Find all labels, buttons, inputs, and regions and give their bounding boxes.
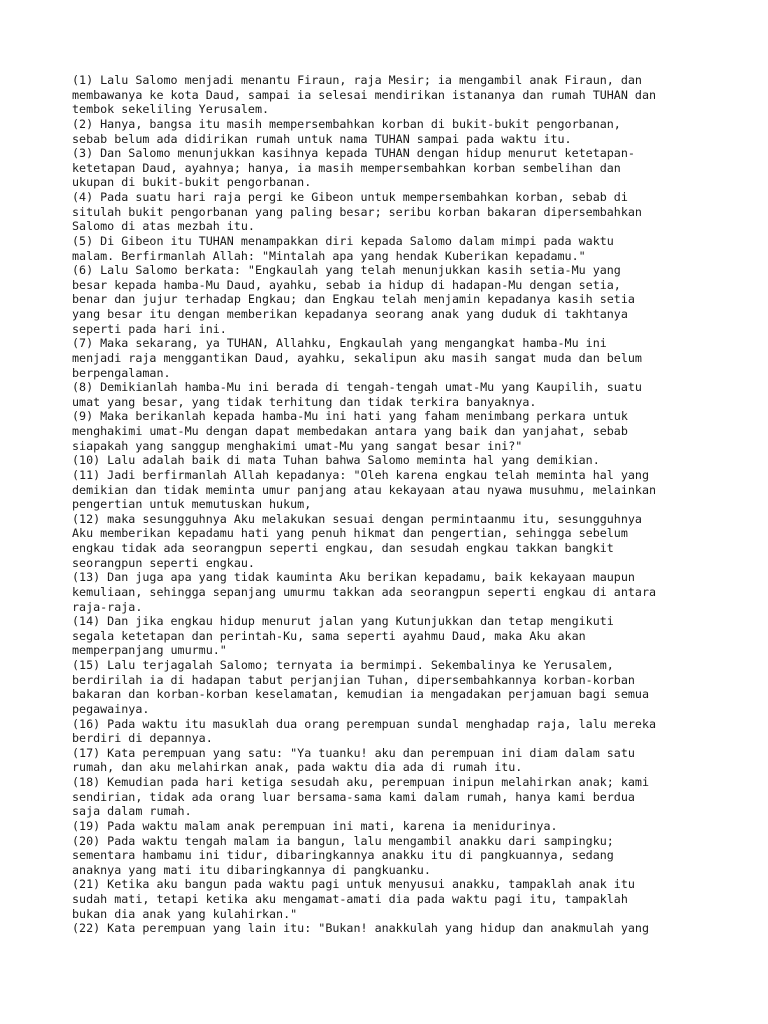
text-line: (1) Lalu Salomo menjadi menantu Firaun, raja Mesir; ia mengambil anak Firaun, dan <box>72 73 642 87</box>
text-line: (13) Dan juga apa yang tidak kauminta Aku berikan kepadamu, baik kekayaan maupun <box>72 570 635 585</box>
text-line: demikian dan tidak meminta umur panjang atau kekayaan atau nyawa musuhmu, melainkan <box>72 482 657 497</box>
text-line: besar kepada hamba-Mu Daud, ayahku, sebab ia hidup di hadapan-Mu dengan setia, <box>72 277 621 292</box>
text-line: (22) Kata perempuan yang lain itu: "Bukan! anakkulah yang hidup dan anakmulah yang <box>72 921 649 936</box>
text-line: bakaran dan korban-korban keselamatan, kemudian ia mengadakan perjamuan bagi semua <box>72 687 649 702</box>
text-line: (20) Pada waktu tengah malam ia bangun, lalu mengambil anakku dari sampingku; <box>72 833 614 848</box>
text-line: pengertian untuk memutuskan hukum, <box>72 497 312 512</box>
text-line: Salomo di atas mezbah itu. <box>72 219 255 234</box>
text-line: (12) maka sesungguhnya Aku melakukan sesuai dengan permintaanmu itu, sesungguhnya <box>72 511 642 526</box>
text-line: tembok sekeliling Yerusalem. <box>72 102 270 117</box>
text-line: situlah bukit pengorbanan yang paling besar; seribu korban bakaran dipersembahkan <box>72 204 642 219</box>
document-page <box>72 73 712 936</box>
text-line: membawanya ke kota Daud, sampai ia selesai mendirikan istananya dan rumah TUHAN dan <box>72 87 657 102</box>
text-line: sudah mati, tetapi ketika aku mengamat-amati dia pada waktu pagi itu, tampaklah <box>72 892 628 906</box>
text-line: sendirian, tidak ada orang luar bersama-sama kami dalam rumah, hanya kami berdua <box>72 789 635 804</box>
text-line: umat yang besar, yang tidak terhitung dan tidak terkira banyaknya. <box>72 394 537 409</box>
text-line: (10) Lalu adalah baik di mata Tuhan bahwa Salomo meminta hal yang demikian. <box>72 453 600 468</box>
text-line: pegawainya. <box>72 701 150 716</box>
text-line: sebab belum ada didirikan rumah untuk nama TUHAN sampai pada waktu itu. <box>72 131 572 146</box>
text-line: anaknya yang mati itu dibaringkannya di pangkuanku. <box>72 862 431 877</box>
text-line: ketetapan Daud, ayahnya; hanya, ia masih mempersembahkan korban sembelihan dan <box>72 160 621 175</box>
text-line: (4) Pada suatu hari raja pergi ke Gibeon untuk mempersembahkan korban, sebab di <box>72 190 628 204</box>
text-line: (16) Pada waktu itu masuklah dua orang perempuan sundal menghadap raja, lalu mereka <box>72 716 657 731</box>
text-line: (17) Kata perempuan yang satu: "Ya tuanku! aku dan perempuan ini diam dalam satu <box>72 745 635 760</box>
text-line: (3) Dan Salomo menunjukkan kasihnya kepada TUHAN dengan hidup menurut ketetapan- <box>72 146 635 161</box>
text-line: (5) Di Gibeon itu TUHAN menampakkan diri kepada Salomo dalam mimpi pada waktu <box>72 233 614 248</box>
text-line: segala ketetapan dan perintah-Ku, sama seperti ayahmu Daud, maka Aku akan <box>72 628 586 643</box>
text-line: (19) Pada waktu malam anak perempuan ini mati, karena ia menidurinya. <box>72 818 558 833</box>
text-line: menghakimi umat-Mu dengan dapat membedakan antara yang baik dan yanjahat, sebab <box>72 424 628 438</box>
text-line: kemuliaan, sehingga sepanjang umurmu takkan ada seorangpun seperti engkau di antara <box>72 584 657 599</box>
text-line: malam. Berfirmanlah Allah: "Mintalah apa yang hendak Kuberikan kepadamu." <box>72 248 586 263</box>
text-line: ukupan di bukit-bukit pengorbanan. <box>72 175 312 190</box>
text-line: (18) Kemudian pada hari ketiga sesudah aku, perempuan inipun melahirkan anak; kami <box>72 775 649 789</box>
text-line: (21) Ketika aku bangun pada waktu pagi untuk menyusui anakku, tampaklah anak itu <box>72 877 635 892</box>
text-line: (9) Maka berikanlah kepada hamba-Mu ini hati yang faham menimbang perkara untuk <box>72 409 628 424</box>
text-line: (8) Demikianlah hamba-Mu ini berada di tengah-tengah umat-Mu yang Kaupilih, suatu <box>72 380 642 395</box>
text-line: (2) Hanya, bangsa itu masih mempersembahkan korban di bukit-bukit pengorbanan, <box>72 116 621 131</box>
text-line: saja dalam rumah. <box>72 804 192 819</box>
text-line: berdirilah ia di hadapan tabut perjanjian Tuhan, dipersembahkannya korban-korban <box>72 672 635 687</box>
text-line: seorangpun seperti engkau. <box>72 555 255 570</box>
text-line: siapakah yang sanggup menghakimi umat-Mu yang sangat besar ini?" <box>72 438 523 453</box>
text-line: (7) Maka sekarang, ya TUHAN, Allahku, Engkaulah yang mengangkat hamba-Mu ini <box>72 336 607 351</box>
text-line: berpengalaman. <box>72 365 171 380</box>
text-line: menjadi raja menggantikan Daud, ayahku, sekalipun aku masih sangat muda dan belum <box>72 350 642 365</box>
text-line: benar dan jujur terhadap Engkau; dan Engkau telah menjamin kepadanya kasih setia <box>72 292 635 307</box>
text-line: yang besar itu dengan memberikan kepadanya seorang anak yang duduk di takhtanya <box>72 307 628 321</box>
text-line: Aku memberikan kepadamu hati yang penuh hikmat dan pengertian, sehingga sebelum <box>72 526 628 541</box>
text-line: seperti pada hari ini. <box>72 321 227 336</box>
text-line: sementara hambamu ini tidur, dibaringkannya anakku itu di pangkuannya, sedang <box>72 848 614 863</box>
text-line: raja-raja. <box>72 599 143 614</box>
text-line: (11) Jadi berfirmanlah Allah kepadanya: "Oleh karena engkau telah meminta hal yang <box>72 467 649 482</box>
text-line: berdiri di depannya. <box>72 731 213 746</box>
text-line: rumah, dan aku melahirkan anak, pada waktu dia ada di rumah itu. <box>72 760 523 775</box>
text-line: engkau tidak ada seorangpun seperti engkau, dan sesudah engkau takkan bangkit <box>72 541 614 555</box>
text-line: (14) Dan jika engkau hidup menurut jalan yang Kutunjukkan dan tetap mengikuti <box>72 614 614 629</box>
text-line: bukan dia anak yang kulahirkan." <box>72 906 298 921</box>
text-line: memperpanjang umurmu." <box>72 643 227 658</box>
text-line: (6) Lalu Salomo berkata: "Engkaulah yang telah menunjukkan kasih setia-Mu yang <box>72 263 621 278</box>
text-line: (15) Lalu terjagalah Salomo; ternyata ia bermimpi. Sekembalinya ke Yerusalem, <box>72 658 614 672</box>
